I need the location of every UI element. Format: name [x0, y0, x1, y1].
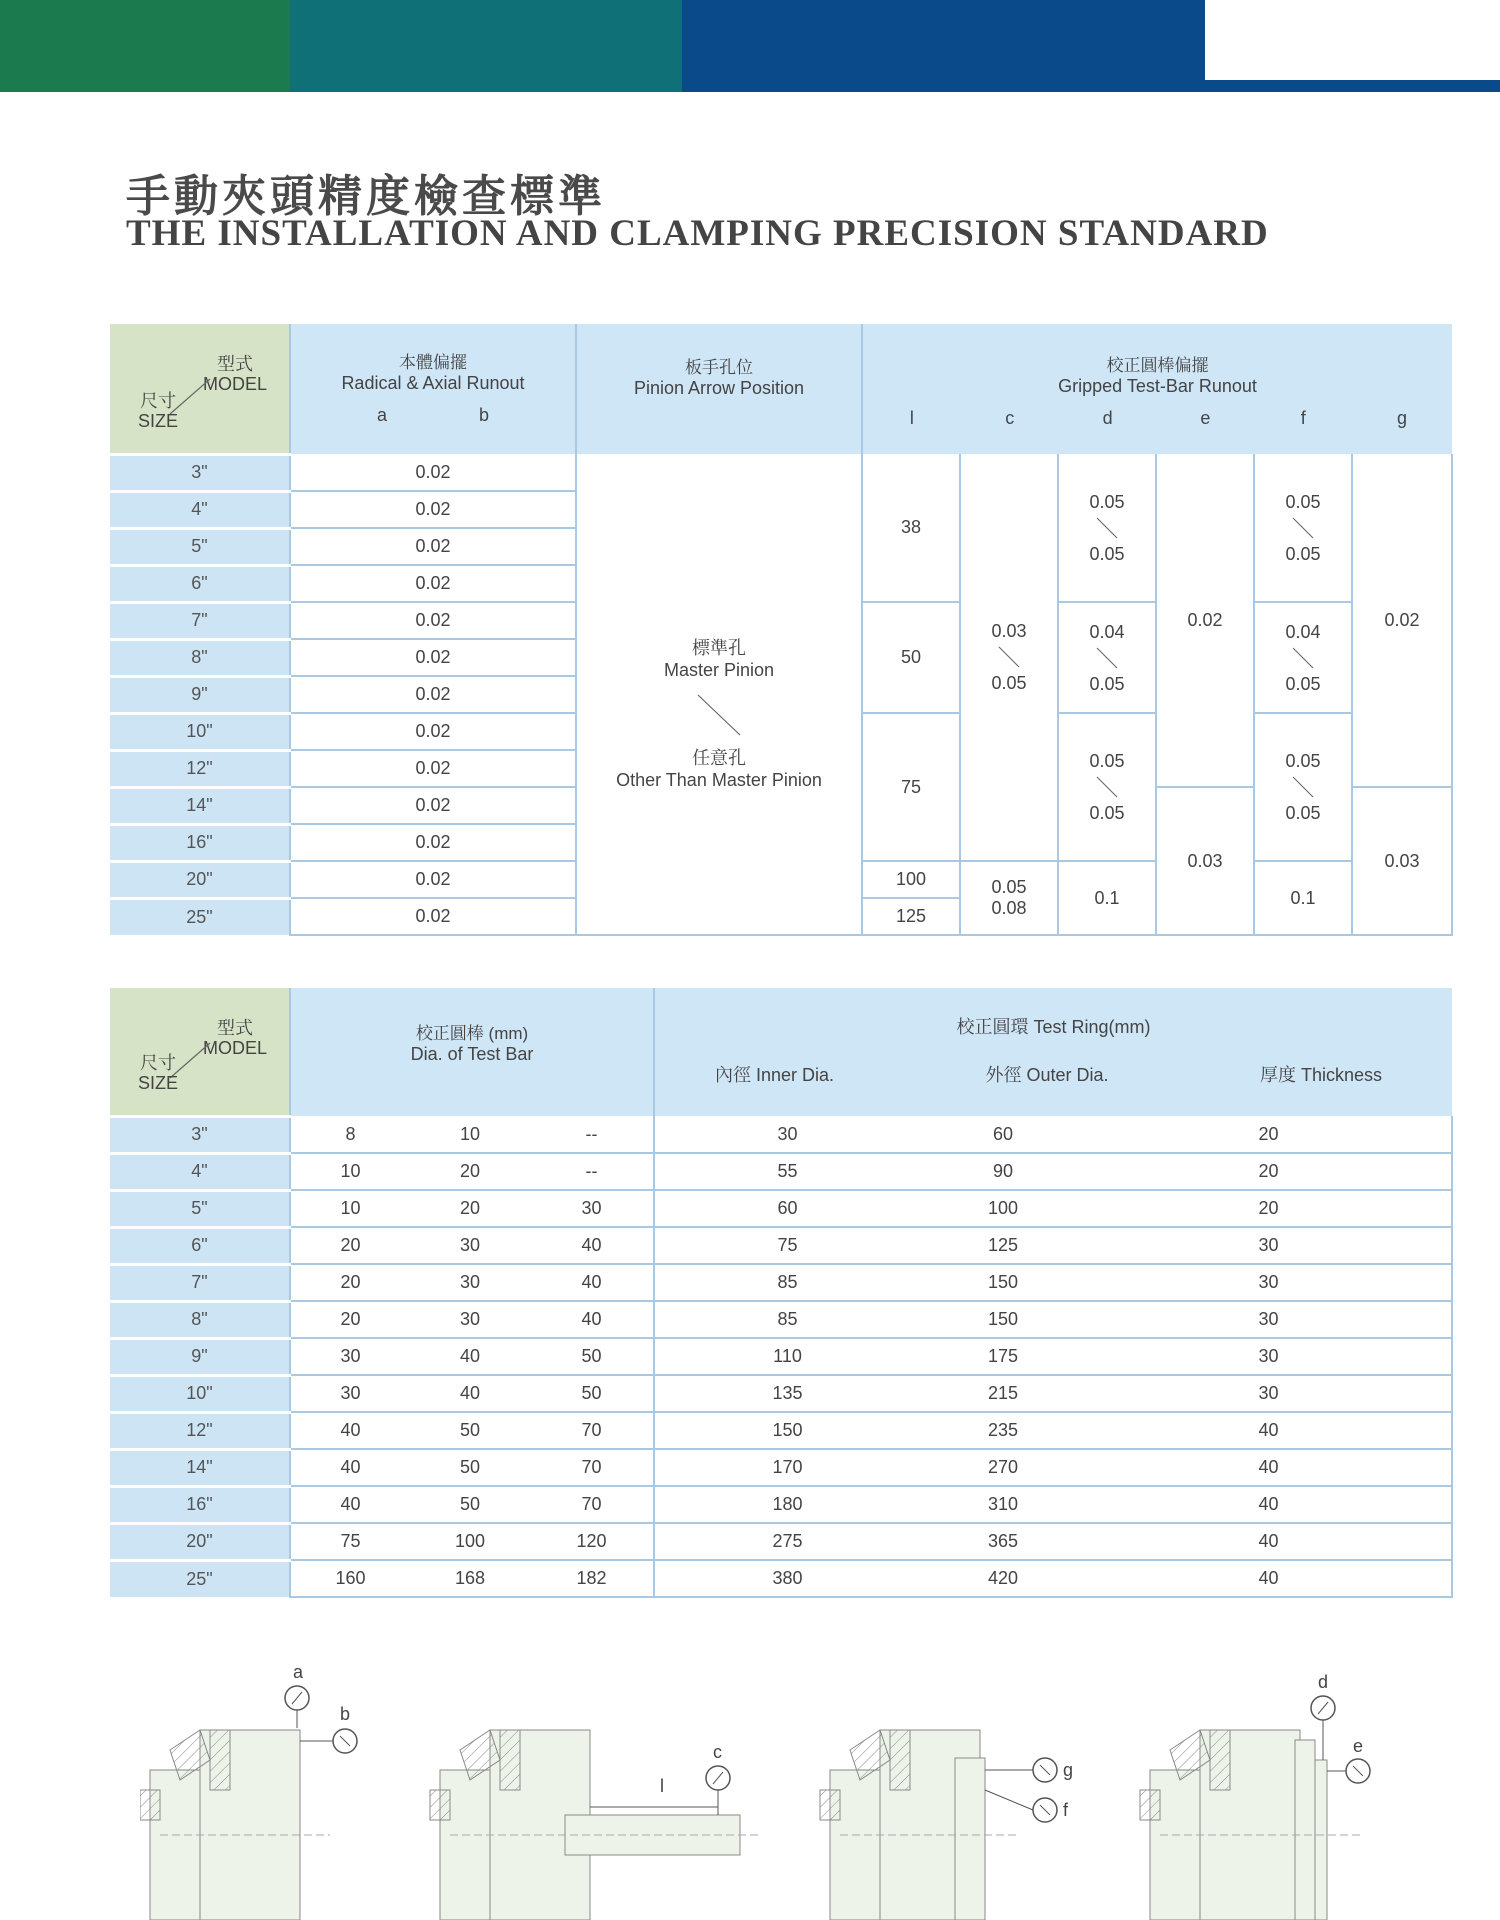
- runout-cell: 0.02: [290, 639, 576, 676]
- f-cell: 0.05 0.05: [1254, 454, 1352, 602]
- outer-cell: 310: [920, 1486, 1086, 1523]
- size-cell: 10": [110, 1375, 290, 1412]
- size-cell: 5": [110, 528, 290, 565]
- c-cell: 0.03 0.05: [960, 454, 1058, 861]
- b2-cell: 168: [410, 1560, 530, 1597]
- outer-cell: 90: [920, 1153, 1086, 1190]
- b2-cell: 10: [410, 1116, 530, 1153]
- measurement-diagrams: [140, 1660, 1400, 1920]
- diagram-test-bar-c: [430, 1730, 760, 1920]
- inner-cell: 180: [654, 1486, 920, 1523]
- b1-cell: 8: [290, 1116, 410, 1153]
- runout-cell: 0.02: [290, 750, 576, 787]
- outer-cell: 150: [920, 1264, 1086, 1301]
- col-e-label: e: [1200, 407, 1211, 428]
- b1-cell: 40: [290, 1449, 410, 1486]
- master-pinion-zh: 標準孔: [692, 638, 746, 658]
- inner-cell: 60: [654, 1190, 920, 1227]
- b1-cell: 30: [290, 1375, 410, 1412]
- size-cell: 8": [110, 639, 290, 676]
- thick-cell: 40: [1086, 1523, 1452, 1560]
- inner-cell: 135: [654, 1375, 920, 1412]
- table-row: [110, 1153, 1452, 1190]
- size-cell: 20": [110, 861, 290, 898]
- runout-cell: 0.02: [290, 898, 576, 935]
- b2-cell: 30: [410, 1227, 530, 1264]
- header-band-white: [1205, 0, 1500, 92]
- col-f-label: f: [1300, 407, 1306, 428]
- inner-cell: 275: [654, 1523, 920, 1560]
- col-d-label: d: [1102, 407, 1113, 428]
- size-cell: 5": [110, 1190, 290, 1227]
- table-row: [110, 1338, 1452, 1375]
- size-cell: 10": [110, 713, 290, 750]
- size-cell: 14": [110, 1449, 290, 1486]
- b2-cell: 30: [410, 1264, 530, 1301]
- size-cell: 3": [110, 454, 290, 491]
- inner-cell: 110: [654, 1338, 920, 1375]
- inner-cell: 85: [654, 1301, 920, 1338]
- outer-dia-header: 外徑 Outer Dia.: [985, 1065, 1109, 1085]
- b2-cell: 100: [410, 1523, 530, 1560]
- thick-cell: 20: [1086, 1190, 1452, 1227]
- test-bar-ring-table: [110, 988, 1453, 1598]
- b3-cell: 40: [530, 1227, 654, 1264]
- size-cell: 25": [110, 1560, 290, 1597]
- b3-cell: 50: [530, 1375, 654, 1412]
- table-row: [110, 1486, 1452, 1523]
- size-cell: 25": [110, 898, 290, 935]
- g-cell: 0.02: [1352, 454, 1452, 787]
- c-cell: 0.05: [960, 861, 1058, 898]
- inner-cell: 150: [654, 1412, 920, 1449]
- col-a-label: a: [376, 404, 387, 425]
- diagram-test-ring-gf: [820, 1730, 1073, 1920]
- thick-cell: 30: [1086, 1338, 1452, 1375]
- b3-cell: 40: [530, 1301, 654, 1338]
- table-row: [110, 1449, 1452, 1486]
- inner-cell: 170: [654, 1449, 920, 1486]
- header-band-blue: [682, 0, 1205, 92]
- runout-cell: 0.02: [290, 713, 576, 750]
- b1-cell: 20: [290, 1227, 410, 1264]
- b2-cell: 50: [410, 1412, 530, 1449]
- diagram-test-ring-de: [1140, 1672, 1370, 1920]
- label-l: l: [660, 1776, 664, 1796]
- b2-cell: 40: [410, 1375, 530, 1412]
- outer-cell: 60: [920, 1116, 1086, 1153]
- table-row: [110, 1301, 1452, 1338]
- b1-cell: 20: [290, 1264, 410, 1301]
- f-cell: 0.04 0.05: [1254, 602, 1352, 713]
- thick-cell: 20: [1086, 1116, 1452, 1153]
- table-row: [110, 1227, 1452, 1264]
- pinion-header: 板手孔位 Pinion Arrow Position: [576, 324, 862, 454]
- size-cell: 7": [110, 1264, 290, 1301]
- b1-cell: 75: [290, 1523, 410, 1560]
- page-title-en: THE INSTALLATION AND CLAMPING PRECISION STANDARD: [126, 213, 1269, 254]
- diagram-radial-axial: [140, 1662, 357, 1920]
- col-g-label: g: [1397, 407, 1408, 428]
- outer-cell: 150: [920, 1301, 1086, 1338]
- outer-cell: 420: [920, 1560, 1086, 1597]
- thick-cell: 40: [1086, 1449, 1452, 1486]
- label-g: g: [1063, 1760, 1074, 1780]
- table-row: [110, 1264, 1452, 1301]
- thick-cell: 30: [1086, 1301, 1452, 1338]
- master-pinion-en: Master Pinion: [663, 660, 775, 680]
- table-row: [110, 1375, 1452, 1412]
- b2-cell: 50: [410, 1449, 530, 1486]
- test-ring-header: 校正圓環 Test Ring(mm) 內徑 Inner Dia. 外徑 Outer Dia. 厚度 Thickness: [654, 988, 1452, 1116]
- table-row: [110, 1523, 1452, 1560]
- d-cell: 0.04 0.05: [1058, 602, 1156, 713]
- b1-cell: 160: [290, 1560, 410, 1597]
- runout-cell: 0.02: [290, 676, 576, 713]
- table-row: [110, 1560, 1452, 1597]
- inner-cell: 30: [654, 1116, 920, 1153]
- table-row: [110, 1412, 1452, 1449]
- label-f: f: [1063, 1800, 1069, 1820]
- l-cell: 125: [862, 898, 960, 935]
- size-model-corner: 型式 MODEL 尺寸 SIZE: [110, 324, 290, 454]
- other-pinion-zh: 任意孔: [692, 748, 746, 768]
- size-cell: 4": [110, 491, 290, 528]
- runout-cell: 0.02: [290, 491, 576, 528]
- size-cell: 12": [110, 750, 290, 787]
- outer-cell: 175: [920, 1338, 1086, 1375]
- outer-cell: 365: [920, 1523, 1086, 1560]
- b1-cell: 40: [290, 1412, 410, 1449]
- b2-cell: 20: [410, 1190, 530, 1227]
- b2-cell: 50: [410, 1486, 530, 1523]
- inner-dia-header: 內徑 Inner Dia.: [715, 1065, 835, 1085]
- b1-cell: 30: [290, 1338, 410, 1375]
- thick-cell: 40: [1086, 1560, 1452, 1597]
- runout-cell: 0.02: [290, 861, 576, 898]
- precision-runout-table: [110, 324, 1453, 936]
- f-cell: 0.05 0.05: [1254, 713, 1352, 861]
- label-d: d: [1318, 1672, 1329, 1692]
- size-cell: 16": [110, 1486, 290, 1523]
- d-cell: 0.05 0.05: [1058, 713, 1156, 861]
- test-bar-header: 校正圓棒 (mm) Dia. of Test Bar: [290, 988, 654, 1116]
- pinion-cell: [576, 454, 862, 935]
- label-a: a: [293, 1662, 304, 1682]
- inner-cell: 75: [654, 1227, 920, 1264]
- size-cell: 7": [110, 602, 290, 639]
- e-cell: 0.02: [1156, 454, 1254, 787]
- runout-cell: 0.02: [290, 824, 576, 861]
- b3-cell: 40: [530, 1264, 654, 1301]
- thickness-header: 厚度 Thickness: [1259, 1065, 1383, 1085]
- size-cell: 3": [110, 1116, 290, 1153]
- inner-cell: 85: [654, 1264, 920, 1301]
- size-cell: 8": [110, 1301, 290, 1338]
- inner-cell: 380: [654, 1560, 920, 1597]
- thick-cell: 30: [1086, 1264, 1452, 1301]
- size-cell: 16": [110, 824, 290, 861]
- runout-cell: 0.02: [290, 454, 576, 491]
- b2-cell: 20: [410, 1153, 530, 1190]
- b3-cell: 120: [530, 1523, 654, 1560]
- l-cell: 50: [862, 602, 960, 713]
- header-band-teal: [290, 0, 682, 92]
- runout-header: 本體偏擺 Radical & Axial Runout a b: [290, 324, 576, 454]
- runout-cell: 0.02: [290, 787, 576, 824]
- b1-cell: 40: [290, 1486, 410, 1523]
- b3-cell: 70: [530, 1449, 654, 1486]
- c-cell: 0.08: [960, 898, 1058, 935]
- size-cell: 6": [110, 565, 290, 602]
- label-e: e: [1353, 1736, 1364, 1756]
- d-cell: 0.05 0.05: [1058, 454, 1156, 602]
- outer-cell: 100: [920, 1190, 1086, 1227]
- e-cell: 0.03: [1156, 787, 1254, 935]
- size-cell: 20": [110, 1523, 290, 1560]
- thick-cell: 20: [1086, 1153, 1452, 1190]
- b3-cell: --: [530, 1116, 654, 1153]
- table-row: [110, 1116, 1452, 1153]
- size-model-corner: 型式 MODEL 尺寸 SIZE: [110, 988, 290, 1116]
- header-band-green: [0, 0, 290, 92]
- b3-cell: 70: [530, 1412, 654, 1449]
- d-cell: 0.1: [1058, 861, 1156, 935]
- b1-cell: 10: [290, 1153, 410, 1190]
- size-cell: 9": [110, 676, 290, 713]
- thick-cell: 40: [1086, 1412, 1452, 1449]
- thick-cell: 30: [1086, 1375, 1452, 1412]
- b3-cell: 70: [530, 1486, 654, 1523]
- b1-cell: 20: [290, 1301, 410, 1338]
- inner-cell: 55: [654, 1153, 920, 1190]
- f-cell: 0.1: [1254, 861, 1352, 935]
- label-b: b: [340, 1704, 351, 1724]
- testbar-header: 校正圓棒偏擺 Gripped Test-Bar Runout l c d e f g: [862, 324, 1452, 454]
- outer-cell: 235: [920, 1412, 1086, 1449]
- runout-cell: 0.02: [290, 528, 576, 565]
- size-cell: 14": [110, 787, 290, 824]
- l-cell: 100: [862, 861, 960, 898]
- b3-cell: --: [530, 1153, 654, 1190]
- thick-cell: 30: [1086, 1227, 1452, 1264]
- runout-cell: 0.02: [290, 602, 576, 639]
- b3-cell: 182: [530, 1560, 654, 1597]
- b1-cell: 10: [290, 1190, 410, 1227]
- col-c-label: c: [1005, 407, 1015, 428]
- l-cell: 38: [862, 454, 960, 602]
- size-cell: 4": [110, 1153, 290, 1190]
- outer-cell: 215: [920, 1375, 1086, 1412]
- runout-cell: 0.02: [290, 565, 576, 602]
- g-cell: 0.03: [1352, 787, 1452, 935]
- l-cell: 75: [862, 713, 960, 861]
- outer-cell: 125: [920, 1227, 1086, 1264]
- b3-cell: 30: [530, 1190, 654, 1227]
- pinion-divider: [694, 689, 744, 739]
- outer-cell: 270: [920, 1449, 1086, 1486]
- size-cell: 12": [110, 1412, 290, 1449]
- size-cell: 6": [110, 1227, 290, 1264]
- table-row: [110, 1190, 1452, 1227]
- size-cell: 9": [110, 1338, 290, 1375]
- b2-cell: 40: [410, 1338, 530, 1375]
- b3-cell: 50: [530, 1338, 654, 1375]
- label-c: c: [713, 1742, 722, 1762]
- b2-cell: 30: [410, 1301, 530, 1338]
- col-l-label: l: [909, 407, 914, 428]
- page-title-zh: 手動夾頭精度檢查標準: [126, 171, 606, 222]
- col-b-label: b: [478, 404, 489, 425]
- other-pinion-en: Other Than Master Pinion: [616, 770, 822, 790]
- thick-cell: 40: [1086, 1486, 1452, 1523]
